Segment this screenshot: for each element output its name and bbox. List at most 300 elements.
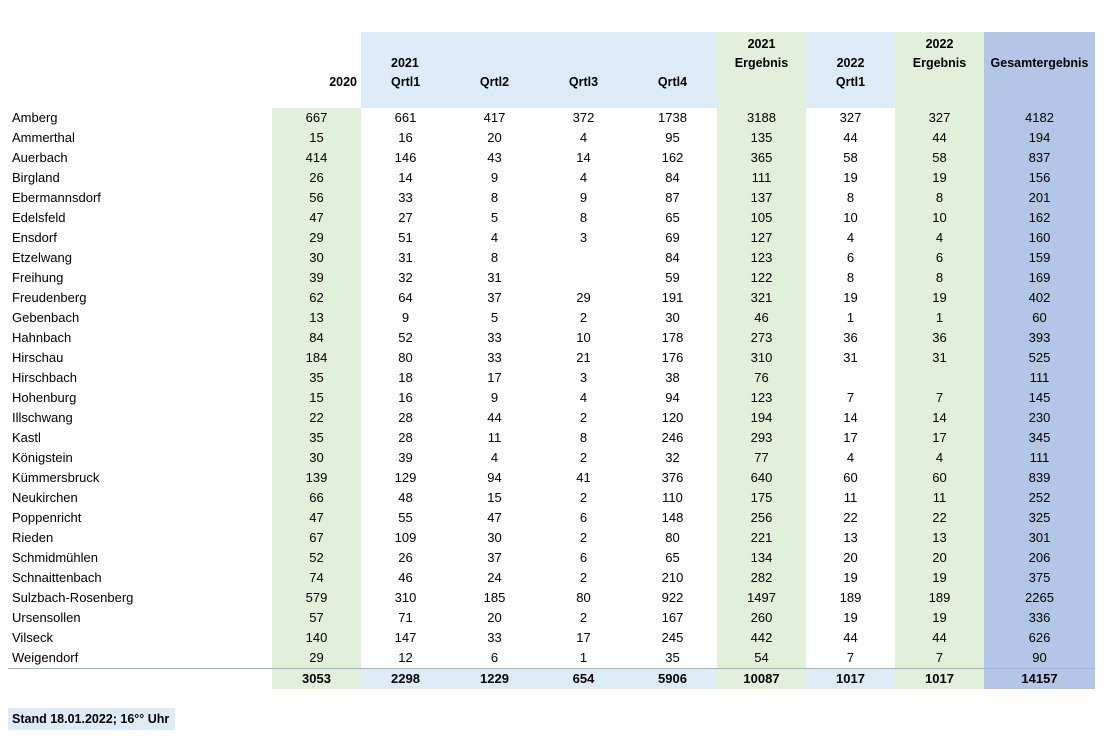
header-2021-qrtl4 — [628, 32, 717, 108]
cell-2021-qrtl1: 32 — [361, 268, 450, 288]
cell-2021-qrtl2: 47 — [450, 508, 539, 528]
cell-2021-qrtl1: 28 — [361, 428, 450, 448]
cell-2020: 140 — [272, 628, 361, 648]
cell-2021-ergebnis: 293 — [717, 428, 806, 448]
cell-2021-qrtl4: 30 — [628, 308, 717, 328]
cell-2021-ergebnis: 77 — [717, 448, 806, 468]
header-2020 — [272, 32, 361, 108]
cell-2021-qrtl3: 4 — [539, 388, 628, 408]
cell-gesamtergebnis: 626 — [984, 628, 1095, 648]
cell-2021-qrtl4: 376 — [628, 468, 717, 488]
cell-2021-qrtl4: 65 — [628, 548, 717, 568]
cell-2022-qrtl1: 19 — [806, 288, 895, 308]
cell-2022-ergebnis: 19 — [895, 288, 984, 308]
cell-municipality: Kastl — [8, 428, 272, 448]
table-row — [8, 168, 1095, 188]
cell-2021-ergebnis: 175 — [717, 488, 806, 508]
cell-2020: 414 — [272, 148, 361, 168]
cell-2020: 62 — [272, 288, 361, 308]
header-2021-qrtl2-line2: Qrtl2 — [479, 75, 510, 89]
header-2021-ergebnis-line1: 2021 — [747, 37, 776, 51]
header-2021-qrtl3 — [539, 32, 628, 108]
cell-2022-ergebnis: 17 — [895, 428, 984, 448]
table-row — [8, 148, 1095, 168]
total-2021-qrtl3: 654 — [539, 669, 628, 689]
cell-2021-qrtl3: 2 — [539, 568, 628, 588]
cell-2021-qrtl4: 69 — [628, 228, 717, 248]
cell-2021-qrtl1: 26 — [361, 548, 450, 568]
cell-2021-ergebnis: 137 — [717, 188, 806, 208]
cell-2021-qrtl1: 27 — [361, 208, 450, 228]
cell-2021-qrtl4: 110 — [628, 488, 717, 508]
cell-2021-qrtl4: 148 — [628, 508, 717, 528]
table-row — [8, 328, 1095, 348]
cell-gesamtergebnis: 90 — [984, 648, 1095, 669]
cell-gesamtergebnis: 4182 — [984, 108, 1095, 128]
cell-2021-qrtl3: 29 — [539, 288, 628, 308]
cell-2022-ergebnis: 58 — [895, 148, 984, 168]
table-row — [8, 228, 1095, 248]
cell-2021-qrtl4: 1738 — [628, 108, 717, 128]
header-name — [8, 32, 272, 108]
cell-2022-qrtl1: 4 — [806, 448, 895, 468]
cell-2022-ergebnis: 14 — [895, 408, 984, 428]
table-row — [8, 628, 1095, 648]
cell-2021-ergebnis: 221 — [717, 528, 806, 548]
cell-2021-qrtl1: 48 — [361, 488, 450, 508]
cell-2022-qrtl1: 13 — [806, 528, 895, 548]
table-row — [8, 348, 1095, 368]
cell-2022-ergebnis: 6 — [895, 248, 984, 268]
cell-2021-qrtl4: 120 — [628, 408, 717, 428]
cell-2021-qrtl1: 16 — [361, 128, 450, 148]
cell-2021-ergebnis: 127 — [717, 228, 806, 248]
cell-2021-qrtl2: 94 — [450, 468, 539, 488]
cell-2020: 15 — [272, 388, 361, 408]
table-row — [8, 308, 1095, 328]
header-2021-ergebnis-line3 — [717, 73, 806, 92]
header-gesamtergebnis-line1: Gesamtergebnis — [990, 56, 1089, 70]
cell-2021-qrtl3 — [539, 268, 628, 288]
cell-2021-qrtl2: 15 — [450, 488, 539, 508]
cell-municipality: Amberg — [8, 108, 272, 128]
cell-municipality: Hirschau — [8, 348, 272, 368]
table-row — [8, 648, 1095, 669]
total-2022-ergebnis: 1017 — [895, 669, 984, 689]
cell-gesamtergebnis: 525 — [984, 348, 1095, 368]
cell-2021-qrtl3: 1 — [539, 648, 628, 669]
total-2021-qrtl4: 5906 — [628, 669, 717, 689]
cell-municipality: Neukirchen — [8, 488, 272, 508]
cell-2021-ergebnis: 135 — [717, 128, 806, 148]
cell-2021-qrtl3: 41 — [539, 468, 628, 488]
cell-2022-ergebnis: 19 — [895, 568, 984, 588]
data-table — [8, 32, 1095, 689]
cell-2021-qrtl2: 24 — [450, 568, 539, 588]
total-2021-qrtl1: 2298 — [361, 669, 450, 689]
table-row — [8, 588, 1095, 608]
cell-2021-qrtl1: 14 — [361, 168, 450, 188]
cell-2021-qrtl3: 6 — [539, 508, 628, 528]
header-2022-qrtl1-line1: 2022 — [836, 56, 865, 70]
cell-2021-qrtl1: 661 — [361, 108, 450, 128]
cell-municipality: Weigendorf — [8, 648, 272, 669]
cell-2022-ergebnis: 7 — [895, 388, 984, 408]
table-row — [8, 468, 1095, 488]
cell-2022-qrtl1: 19 — [806, 568, 895, 588]
cell-2021-ergebnis: 442 — [717, 628, 806, 648]
cell-municipality: Sulzbach-Rosenberg — [8, 588, 272, 608]
cell-2021-qrtl4: 35 — [628, 648, 717, 669]
header-2022-qrtl1 — [806, 32, 895, 108]
table-row — [8, 428, 1095, 448]
cell-2021-ergebnis: 123 — [717, 248, 806, 268]
cell-2021-qrtl3: 14 — [539, 148, 628, 168]
cell-2020: 30 — [272, 448, 361, 468]
cell-2020: 30 — [272, 248, 361, 268]
table-row — [8, 268, 1095, 288]
table-row — [8, 108, 1095, 128]
cell-2021-qrtl2: 33 — [450, 628, 539, 648]
cell-2021-qrtl2: 9 — [450, 388, 539, 408]
cell-2020: 139 — [272, 468, 361, 488]
cell-2021-qrtl1: 109 — [361, 528, 450, 548]
cell-2020: 47 — [272, 508, 361, 528]
total-municipality — [8, 669, 272, 689]
cell-2022-qrtl1: 36 — [806, 328, 895, 348]
header-2020-line1 — [272, 54, 357, 73]
cell-2021-qrtl2: 6 — [450, 648, 539, 669]
header-2021-ergebnis — [717, 32, 806, 108]
cell-2021-qrtl1: 16 — [361, 388, 450, 408]
cell-2021-ergebnis: 122 — [717, 268, 806, 288]
cell-2022-ergebnis: 327 — [895, 108, 984, 128]
header-2021-ergebnis-line2: Ergebnis — [734, 56, 789, 70]
cell-gesamtergebnis: 201 — [984, 188, 1095, 208]
cell-gesamtergebnis: 252 — [984, 488, 1095, 508]
cell-2021-qrtl4: 210 — [628, 568, 717, 588]
cell-2021-qrtl1: 28 — [361, 408, 450, 428]
cell-2021-qrtl2: 44 — [450, 408, 539, 428]
cell-2021-qrtl1: 146 — [361, 148, 450, 168]
cell-2021-qrtl3 — [539, 248, 628, 268]
cell-gesamtergebnis: 160 — [984, 228, 1095, 248]
cell-2021-qrtl1: 147 — [361, 628, 450, 648]
cell-2021-qrtl1: 46 — [361, 568, 450, 588]
cell-2020: 67 — [272, 528, 361, 548]
cell-2022-ergebnis: 44 — [895, 128, 984, 148]
cell-municipality: Ebermannsdorf — [8, 188, 272, 208]
cell-gesamtergebnis: 145 — [984, 388, 1095, 408]
cell-2021-qrtl3: 2 — [539, 308, 628, 328]
cell-2021-qrtl2: 33 — [450, 348, 539, 368]
cell-municipality: Vilseck — [8, 628, 272, 648]
cell-2021-ergebnis: 640 — [717, 468, 806, 488]
cell-2021-ergebnis: 256 — [717, 508, 806, 528]
cell-municipality: Ensdorf — [8, 228, 272, 248]
cell-2021-qrtl4: 32 — [628, 448, 717, 468]
cell-2021-qrtl3: 9 — [539, 188, 628, 208]
cell-2021-qrtl2: 20 — [450, 128, 539, 148]
cell-2021-ergebnis: 310 — [717, 348, 806, 368]
header-2021-qrtl1 — [361, 32, 450, 108]
cell-gesamtergebnis: 345 — [984, 428, 1095, 448]
cell-municipality: Edelsfeld — [8, 208, 272, 228]
cell-2021-qrtl1: 9 — [361, 308, 450, 328]
table-row — [8, 128, 1095, 148]
cell-2021-qrtl1: 33 — [361, 188, 450, 208]
cell-2021-qrtl2: 4 — [450, 448, 539, 468]
cell-2022-ergebnis: 19 — [895, 608, 984, 628]
cell-2021-qrtl1: 31 — [361, 248, 450, 268]
cell-2022-qrtl1 — [806, 368, 895, 388]
cell-gesamtergebnis: 837 — [984, 148, 1095, 168]
cell-2021-qrtl2: 30 — [450, 528, 539, 548]
table-body — [8, 108, 1095, 669]
cell-2022-ergebnis: 31 — [895, 348, 984, 368]
cell-2022-qrtl1: 8 — [806, 268, 895, 288]
cell-2022-qrtl1: 189 — [806, 588, 895, 608]
cell-municipality: Schnaittenbach — [8, 568, 272, 588]
cell-2022-qrtl1: 44 — [806, 128, 895, 148]
table-row — [8, 188, 1095, 208]
cell-2021-qrtl2: 185 — [450, 588, 539, 608]
cell-2021-qrtl3: 8 — [539, 428, 628, 448]
cell-gesamtergebnis: 60 — [984, 308, 1095, 328]
cell-2020: 667 — [272, 108, 361, 128]
cell-2021-qrtl3: 2 — [539, 408, 628, 428]
cell-2022-qrtl1: 8 — [806, 188, 895, 208]
cell-2022-ergebnis: 8 — [895, 188, 984, 208]
cell-2021-qrtl1: 52 — [361, 328, 450, 348]
header-gesamtergebnis-line2 — [984, 73, 1095, 92]
cell-2021-qrtl2: 31 — [450, 268, 539, 288]
cell-2020: 39 — [272, 268, 361, 288]
cell-2020: 66 — [272, 488, 361, 508]
cell-2020: 15 — [272, 128, 361, 148]
cell-2021-qrtl4: 246 — [628, 428, 717, 448]
cell-2021-qrtl4: 80 — [628, 528, 717, 548]
cell-2021-ergebnis: 365 — [717, 148, 806, 168]
cell-2022-ergebnis — [895, 368, 984, 388]
cell-2020: 22 — [272, 408, 361, 428]
cell-municipality: Poppenricht — [8, 508, 272, 528]
cell-2021-qrtl4: 65 — [628, 208, 717, 228]
cell-2021-qrtl4: 191 — [628, 288, 717, 308]
cell-2020: 35 — [272, 368, 361, 388]
cell-2022-qrtl1: 4 — [806, 228, 895, 248]
cell-2021-qrtl3: 2 — [539, 488, 628, 508]
header-2021-qrtl3-line1 — [539, 54, 628, 73]
cell-2021-ergebnis: 260 — [717, 608, 806, 628]
total-gesamtergebnis: 14157 — [984, 669, 1095, 689]
cell-2021-qrtl2: 11 — [450, 428, 539, 448]
cell-gesamtergebnis: 111 — [984, 448, 1095, 468]
totals-row — [8, 669, 1095, 689]
cell-2021-qrtl4: 162 — [628, 148, 717, 168]
cell-gesamtergebnis: 336 — [984, 608, 1095, 628]
cell-2020: 56 — [272, 188, 361, 208]
header-2022-ergebnis-line3 — [895, 73, 984, 92]
table-row — [8, 388, 1095, 408]
cell-2021-ergebnis: 46 — [717, 308, 806, 328]
header-2021-qrtl3-line2: Qrtl3 — [568, 75, 599, 89]
cell-2021-ergebnis: 105 — [717, 208, 806, 228]
cell-2021-qrtl1: 12 — [361, 648, 450, 669]
cell-2022-qrtl1: 1 — [806, 308, 895, 328]
table-row — [8, 208, 1095, 228]
cell-2021-qrtl2: 37 — [450, 288, 539, 308]
cell-2021-qrtl2: 20 — [450, 608, 539, 628]
cell-2021-qrtl2: 8 — [450, 248, 539, 268]
total-2020: 3053 — [272, 669, 361, 689]
cell-2021-qrtl3: 4 — [539, 168, 628, 188]
cell-gesamtergebnis: 159 — [984, 248, 1095, 268]
cell-gesamtergebnis: 375 — [984, 568, 1095, 588]
table-header — [8, 32, 1095, 108]
cell-2022-ergebnis: 1 — [895, 308, 984, 328]
cell-2021-qrtl2: 37 — [450, 548, 539, 568]
cell-2022-qrtl1: 327 — [806, 108, 895, 128]
cell-2020: 47 — [272, 208, 361, 228]
cell-municipality: Ursensollen — [8, 608, 272, 628]
table-row — [8, 488, 1095, 508]
header-2022-qrtl1-line2: Qrtl1 — [835, 75, 866, 89]
cell-2021-qrtl2: 417 — [450, 108, 539, 128]
cell-gesamtergebnis: 111 — [984, 368, 1095, 388]
cell-gesamtergebnis: 206 — [984, 548, 1095, 568]
cell-municipality: Illschwang — [8, 408, 272, 428]
cell-2022-ergebnis: 11 — [895, 488, 984, 508]
cell-municipality: Birgland — [8, 168, 272, 188]
table-row — [8, 608, 1095, 628]
cell-2022-qrtl1: 7 — [806, 648, 895, 669]
cell-2020: 29 — [272, 228, 361, 248]
cell-gesamtergebnis: 162 — [984, 208, 1095, 228]
cell-2021-qrtl2: 5 — [450, 308, 539, 328]
cell-2022-ergebnis: 8 — [895, 268, 984, 288]
cell-2021-qrtl2: 9 — [450, 168, 539, 188]
total-2021-qrtl2: 1229 — [450, 669, 539, 689]
cell-gesamtergebnis: 156 — [984, 168, 1095, 188]
header-gesamtergebnis — [984, 32, 1095, 108]
cell-2021-qrtl2: 8 — [450, 188, 539, 208]
cell-municipality: Freudenberg — [8, 288, 272, 308]
cell-2022-ergebnis: 19 — [895, 168, 984, 188]
cell-2022-ergebnis: 10 — [895, 208, 984, 228]
cell-2021-qrtl1: 64 — [361, 288, 450, 308]
header-2020-line2: 2020 — [329, 75, 357, 89]
cell-2020: 52 — [272, 548, 361, 568]
cell-2021-qrtl3: 21 — [539, 348, 628, 368]
cell-2022-ergebnis: 20 — [895, 548, 984, 568]
cell-2020: 26 — [272, 168, 361, 188]
cell-2021-qrtl4: 176 — [628, 348, 717, 368]
header-2021-qrtl1-line1: 2021 — [391, 56, 419, 70]
cell-2022-ergebnis: 36 — [895, 328, 984, 348]
header-2021-qrtl2-line1 — [450, 54, 539, 73]
cell-2022-qrtl1: 7 — [806, 388, 895, 408]
cell-gesamtergebnis: 839 — [984, 468, 1095, 488]
cell-2021-qrtl2: 17 — [450, 368, 539, 388]
cell-2022-ergebnis: 22 — [895, 508, 984, 528]
cell-2022-qrtl1: 17 — [806, 428, 895, 448]
cell-2021-qrtl3: 4 — [539, 128, 628, 148]
cell-2020: 29 — [272, 648, 361, 669]
cell-2021-qrtl4: 95 — [628, 128, 717, 148]
cell-2020: 13 — [272, 308, 361, 328]
cell-2021-qrtl1: 80 — [361, 348, 450, 368]
cell-2022-qrtl1: 60 — [806, 468, 895, 488]
cell-2021-qrtl3: 3 — [539, 368, 628, 388]
cell-2022-ergebnis: 4 — [895, 448, 984, 468]
cell-2021-qrtl3: 8 — [539, 208, 628, 228]
cell-2021-qrtl4: 87 — [628, 188, 717, 208]
table-row — [8, 528, 1095, 548]
cell-2021-ergebnis: 194 — [717, 408, 806, 428]
cell-2021-qrtl4: 84 — [628, 168, 717, 188]
cell-2021-qrtl3: 17 — [539, 628, 628, 648]
table-row — [8, 448, 1095, 468]
cell-2020: 184 — [272, 348, 361, 368]
cell-2021-qrtl3: 2 — [539, 608, 628, 628]
cell-2021-qrtl4: 94 — [628, 388, 717, 408]
cell-2022-qrtl1: 58 — [806, 148, 895, 168]
cell-2022-ergebnis: 189 — [895, 588, 984, 608]
cell-2022-qrtl1: 10 — [806, 208, 895, 228]
cell-2022-qrtl1: 31 — [806, 348, 895, 368]
cell-2022-qrtl1: 14 — [806, 408, 895, 428]
cell-municipality: Hirschbach — [8, 368, 272, 388]
cell-2020: 579 — [272, 588, 361, 608]
cell-2022-ergebnis: 44 — [895, 628, 984, 648]
cell-2020: 35 — [272, 428, 361, 448]
cell-gesamtergebnis: 301 — [984, 528, 1095, 548]
cell-2021-qrtl1: 39 — [361, 448, 450, 468]
header-2021-qrtl4-line2: Qrtl4 — [657, 75, 688, 89]
cell-2021-qrtl1: 18 — [361, 368, 450, 388]
cell-municipality: Ammerthal — [8, 128, 272, 148]
header-2022-ergebnis-line2: Ergebnis — [912, 56, 967, 70]
header-2021-qrtl4-line1 — [628, 54, 717, 73]
cell-2021-qrtl2: 43 — [450, 148, 539, 168]
cell-2022-qrtl1: 20 — [806, 548, 895, 568]
cell-2021-ergebnis: 76 — [717, 368, 806, 388]
cell-2021-ergebnis: 111 — [717, 168, 806, 188]
cell-gesamtergebnis: 230 — [984, 408, 1095, 428]
cell-2022-qrtl1: 11 — [806, 488, 895, 508]
cell-2021-qrtl1: 55 — [361, 508, 450, 528]
cell-gesamtergebnis: 169 — [984, 268, 1095, 288]
cell-2021-qrtl4: 59 — [628, 268, 717, 288]
cell-municipality: Freihung — [8, 268, 272, 288]
table-row — [8, 408, 1095, 428]
cell-2022-qrtl1: 22 — [806, 508, 895, 528]
cell-2021-qrtl3: 3 — [539, 228, 628, 248]
cell-municipality: Auerbach — [8, 148, 272, 168]
cell-2021-ergebnis: 134 — [717, 548, 806, 568]
cell-2022-ergebnis: 60 — [895, 468, 984, 488]
header-2022-ergebnis-line1: 2022 — [925, 37, 954, 51]
cell-2021-qrtl2: 4 — [450, 228, 539, 248]
total-2021-ergebnis: 10087 — [717, 669, 806, 689]
cell-2021-qrtl1: 129 — [361, 468, 450, 488]
cell-2021-qrtl3: 80 — [539, 588, 628, 608]
cell-2022-qrtl1: 19 — [806, 168, 895, 188]
cell-2020: 57 — [272, 608, 361, 628]
cell-2020: 74 — [272, 568, 361, 588]
cell-2022-qrtl1: 19 — [806, 608, 895, 628]
